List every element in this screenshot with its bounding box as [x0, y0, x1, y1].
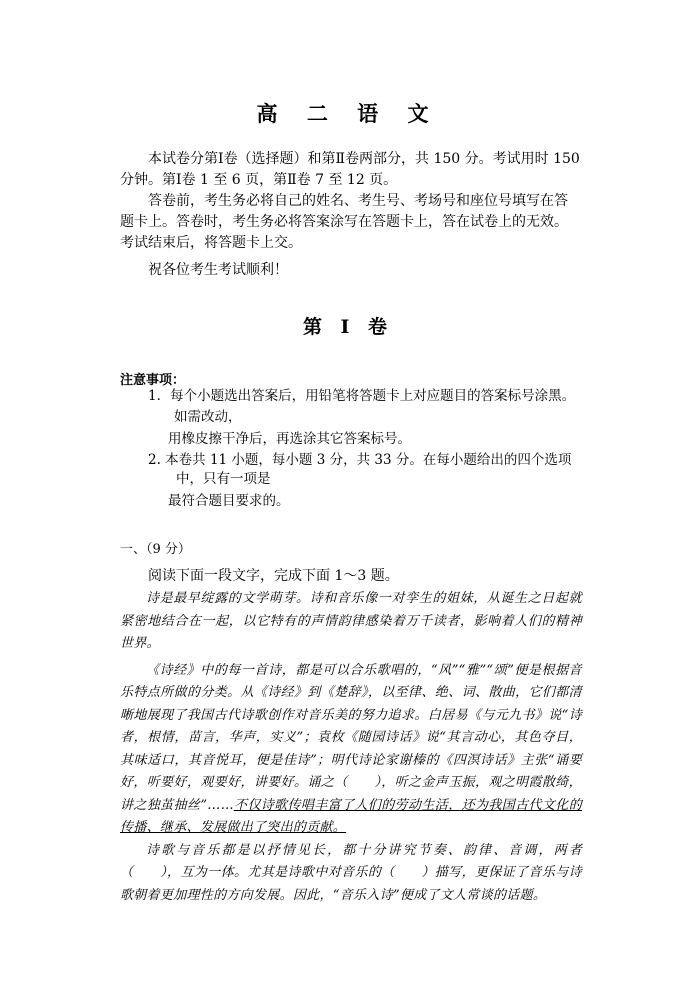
- intro-paragraph: 答卷前，考生务必将自己的姓名、考生号、考场号和座位号填写在答题卡上。答卷时，考生务必将答案涂写在答题卡上，答在试卷上的无效。考试结束后，将答题卡上交。: [120, 193, 568, 251]
- note-line: 如需改动，: [174, 409, 242, 425]
- notes-heading: 注意事项：: [120, 373, 186, 388]
- note-line: 最符合题目要求的。: [168, 493, 290, 509]
- exam-title: 高 二 语 文: [256, 101, 440, 126]
- passage-paragraph: [120, 660, 582, 840]
- passage-text: 《诗经》中的每一首诗，都是可以合乐歌唱的，“风”“雅”“颂”便是根据音乐特点所做的分类。从《诗经》到《楚辞》，以至律、绝、词、散曲，它们都清晰地展现了我国古代诗歌创作对音乐美的努力追求。白居易《与元九书》说“诗者，根情，苗言，华声，实义”；袁枚《随园诗话》说“其言动心，其色夺目，其味适口，其音悦耳，便是佳诗”；明代诗论家谢榛的《四溟诗话》主张“诵要好，听要好，观要好，讲要好。诵之（ ），听之金声玉振，观之明霞散绮，讲之独茧抽丝”……: [120, 662, 582, 813]
- exam-intro: [120, 149, 580, 281]
- part-heading: 一、（9 分）: [120, 542, 191, 557]
- passage-paragraph: 诗歌与音乐都是以抒情见长，都十分讲究节奏、韵律、音调，两者（ ），互为一体。尤其是诗歌中对音乐的（ ）描写，更保证了音乐与诗歌朝着更加理性的方向发展。因此，“音乐入诗”便成了文人常谈的话题。: [120, 842, 582, 903]
- section-title: 第 Ⅰ 卷: [302, 316, 394, 338]
- note-line: 2. 本卷共 11 小题，每小题 3 分，共 33 分。在每小题给出的四个选项: [148, 452, 572, 468]
- reading-passage: [120, 588, 582, 907]
- reading-instruction: 阅读下面一段文字，完成下面 1～3 题。: [148, 568, 399, 584]
- note-line: 用橡皮擦干净后，再选涂其它答案标号。: [168, 431, 411, 447]
- intro-paragraph: 本试卷分第Ⅰ卷（选择题）和第Ⅱ卷两部分，共 150 分。考试用时 150 分钟。第Ⅰ卷 1 至 6 页，第Ⅱ卷 7 至 12 页。: [120, 151, 580, 188]
- intro-paragraph: 祝各位考生考试顺利！: [148, 262, 288, 278]
- note-line: 1．每个小题选出答案后，用铅笔将答题卡上对应题目的答案标号涂黑。: [148, 388, 576, 404]
- note-line: 中，只有一项是: [176, 471, 271, 487]
- underlined-sentence: 不仅诗歌传唱丰富了人们的劳动生活，还为我国古代文化的传播、继承、发展做出了突出的贡献。: [120, 797, 582, 835]
- passage-paragraph: 诗是最早绽露的文学萌芽。诗和音乐像一对孪生的姐妹，从诞生之日起就紧密地结合在一起，以它特有的声情韵律感染着万千读者，影响着人们的精神世界。: [120, 591, 582, 651]
